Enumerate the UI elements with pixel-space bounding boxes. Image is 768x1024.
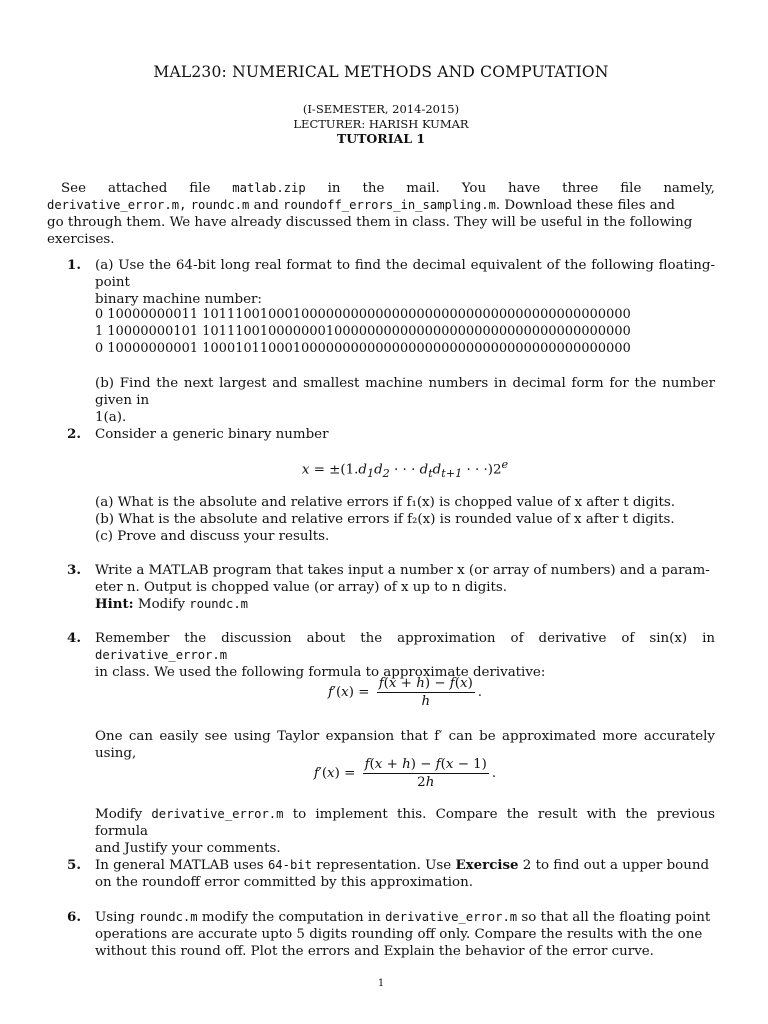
zip-filename: matlab.zip [232,181,306,195]
question-2: Consider a generic binary number [95,427,329,442]
question-4-taylor: One can easily see using Taylor expansion that f′ can be approximated more accurately using, [95,729,715,761]
intro-paragraph: See attached file matlab.zip in the mail. You have three file namely, [61,181,715,196]
semester-line: (I-SEMESTER, 2014-2015) [302,102,460,116]
intro-paragraph-rest: derivative_error.m, roundc.m and roundoff_errors_in_sampling.m. Download these files and go through them. We have already discussed them in class. They will be useful in the following exercises. [47,198,693,247]
question-3: Write a MATLAB program that takes input a number x (or array of numbers) and a param- eter n. Output is chopped value (or array) of x up to n digits. Hint: Modify roundc.m [95,563,710,612]
page-number: 1 [377,978,385,989]
question-2-parts: (a) What is the absolute and relative errors if f₁(x) is chopped value of x after t digits. (b) What is the absolute and relative errors if f₂(x) is rounded value of x after t digits. (c) Prove and discuss your results. [95,495,676,544]
question-number: 1. [67,257,81,273]
document-page [47,0,715,1024]
question-number: 5. [67,857,81,873]
central-difference-formula: f′(x) = $\frac{f(x + h) - f(x - 1)}{2h}$ . [313,757,497,790]
tutorial-heading: TUTORIAL 1 [336,131,426,146]
forward-difference-formula: f′(x) = $\frac{f(x + h) - f(x)}{h}$ . [327,676,483,709]
question-1b: (b) Find the next largest and smallest machine numbers in decimal form for the number given in 1(a). [95,376,715,425]
question-number: 4. [67,630,81,646]
question-number: 2. [67,426,81,442]
question-4: Remember the discussion about the approximation of derivative of sin(x) in derivative_error.m in class. We used the following formula to approximate derivative: [95,631,715,680]
binary-numbers: 0 10000000011 1011100100010000000000000000000000000000000000000000 1 10000000101 1011100100000001000000000000000000000000000000000000 0 10000000001 1000101100010000000000000000000000000000000000000000 [95,307,631,356]
question-5: In general MATLAB uses 64-bit representation. Use Exercise 2 to find out a upper bound on the roundoff error committed by this approximation. [95,857,710,890]
hint-label: Hint: [95,596,134,612]
question-6: Using roundc.m modify the computation in derivative_error.m so that all the floating point operations are accurate upto 5 digits rounding off only. Compare the results with the one without this round off. Plot the errors and Explain the behavior of the error curve. [95,910,711,959]
binary-number-equation: $x = \pm(1.d_1d_2$ · · · $d_td_{t+1}$ · · $\cdot)2^e$ [301,458,509,481]
question-number: 6. [67,909,81,925]
document-title: MAL230: NUMERICAL METHODS AND COMPUTATION [153,63,609,81]
lecturer-line: LECTURER: HARISH KUMAR [293,117,469,131]
question-number: 3. [67,562,81,578]
question-1: (a) Use the 64-bit long real format to find the decimal equivalent of the following floating-point binary machine number: [95,258,715,307]
question-4-modify: Modify derivative_error.m to implement this. Compare the result with the previous formula and Justify your comments. [95,807,715,856]
